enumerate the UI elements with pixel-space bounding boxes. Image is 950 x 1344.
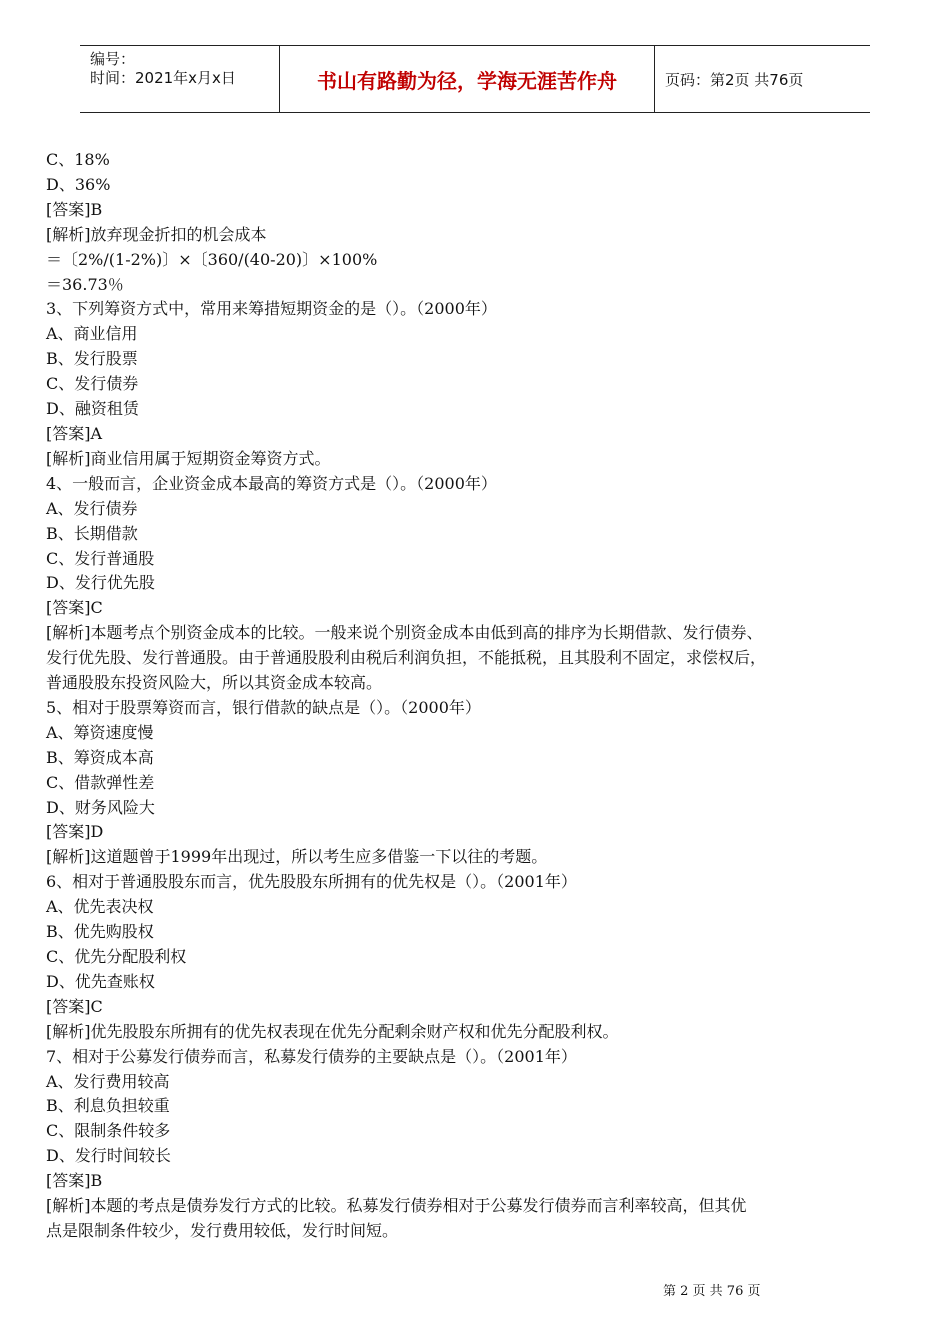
text-line: B、筹资成本高 xyxy=(46,747,154,767)
text-line: [解析]这道题曾于1999年出现过，所以考生应多借鉴一下以往的考题。 xyxy=(46,847,548,867)
text-line: D、优先查账权 xyxy=(46,971,155,991)
text-line: A、筹资速度慢 xyxy=(46,722,154,742)
text-line: [答案]B xyxy=(46,1171,103,1191)
text-line: A、优先表决权 xyxy=(46,897,154,917)
page-footer: 第 2 页 共 76 页 xyxy=(663,1284,761,1299)
text-line: C、发行普通股 xyxy=(46,548,155,568)
text-line: D、财务风险大 xyxy=(46,797,155,817)
text-line: 点是限制条件较少，发行费用较低，发行时间短。 xyxy=(46,1220,399,1240)
text-line: C、限制条件较多 xyxy=(46,1121,171,1141)
text-line: [解析]商业信用属于短期资金筹资方式。 xyxy=(46,448,331,468)
text-line: B、利息负担较重 xyxy=(46,1096,170,1116)
text-line: D、36% xyxy=(46,174,111,194)
text-line: C、借款弹性差 xyxy=(46,772,155,792)
text-line: A、商业信用 xyxy=(46,324,138,344)
text-line: [解析]放弃现金折扣的机会成本 xyxy=(46,224,267,244)
document-time-label: 时间：2021年x月x日 xyxy=(90,69,236,87)
document-number-label: 编号： xyxy=(90,50,136,68)
text-line: C、发行债券 xyxy=(46,374,139,394)
text-line: 4、一般而言，企业资金成本最高的筹资方式是（）。（2000年） xyxy=(46,473,497,493)
text-line: D、融资租赁 xyxy=(46,399,139,419)
text-line: 3、下列筹资方式中，常用来筹措短期资金的是（）。（2000年） xyxy=(46,299,497,319)
page-header xyxy=(80,45,870,113)
text-line: [答案]B xyxy=(46,199,103,219)
text-line: 7、相对于公募发行债券而言，私募发行债券的主要缺点是（）。（2001年） xyxy=(46,1046,577,1066)
text-line: B、长期借款 xyxy=(46,523,138,543)
text-line: B、优先购股权 xyxy=(46,922,154,942)
text-line: [解析]本题的考点是债券发行方式的比较。私募发行债券相对于公募发行债券而言利率较高，但其优 xyxy=(46,1196,747,1216)
text-line: C、18% xyxy=(46,150,110,169)
text-line: [答案]D xyxy=(46,822,104,842)
text-line: [答案]C xyxy=(46,598,103,618)
document-body xyxy=(46,148,906,1244)
text-line: 普通股股东投资风险大，所以其资金成本较高。 xyxy=(46,673,383,693)
text-line: [解析]优先股股东所拥有的优先权表现在优先分配剩余财产权和优先分配股利权。 xyxy=(46,1021,619,1041)
text-line: A、发行费用较高 xyxy=(46,1071,170,1091)
text-line: ＝〔2%/(1-2%)〕×〔360/(40-20)〕×100% xyxy=(46,249,378,269)
text-line: 发行优先股、发行普通股。由于普通股股利由税后利润负担，不能抵税，且其股利不固定，求偿权后， xyxy=(46,648,767,668)
text-line: [答案]C xyxy=(46,996,103,1016)
text-line: A、发行债券 xyxy=(46,498,138,518)
text-line: D、发行时间较长 xyxy=(46,1146,171,1166)
text-line: ＝36.73％ xyxy=(46,274,124,294)
text-line: C、优先分配股利权 xyxy=(46,947,187,966)
text-line: B、发行股票 xyxy=(46,349,138,369)
header-meta xyxy=(80,46,280,112)
text-line: 5、相对于股票筹资而言，银行借款的缺点是（）。（2000年） xyxy=(46,697,481,717)
text-line: D、发行优先股 xyxy=(46,573,155,593)
header-motto: 书山有路勤为径，学海无涯苦作舟 xyxy=(280,46,655,112)
text-line: 6、相对于普通股股东而言，优先股股东所拥有的优先权是（）。（2001年） xyxy=(46,872,577,892)
text-line: [解析]本题考点个别资金成本的比较。一般来说个别资金成本由低到高的排序为长期借款、发行债券、 xyxy=(46,623,763,643)
header-page-number: 页码：第2页 共76页 xyxy=(665,70,804,89)
text-line: [答案]A xyxy=(46,423,103,443)
